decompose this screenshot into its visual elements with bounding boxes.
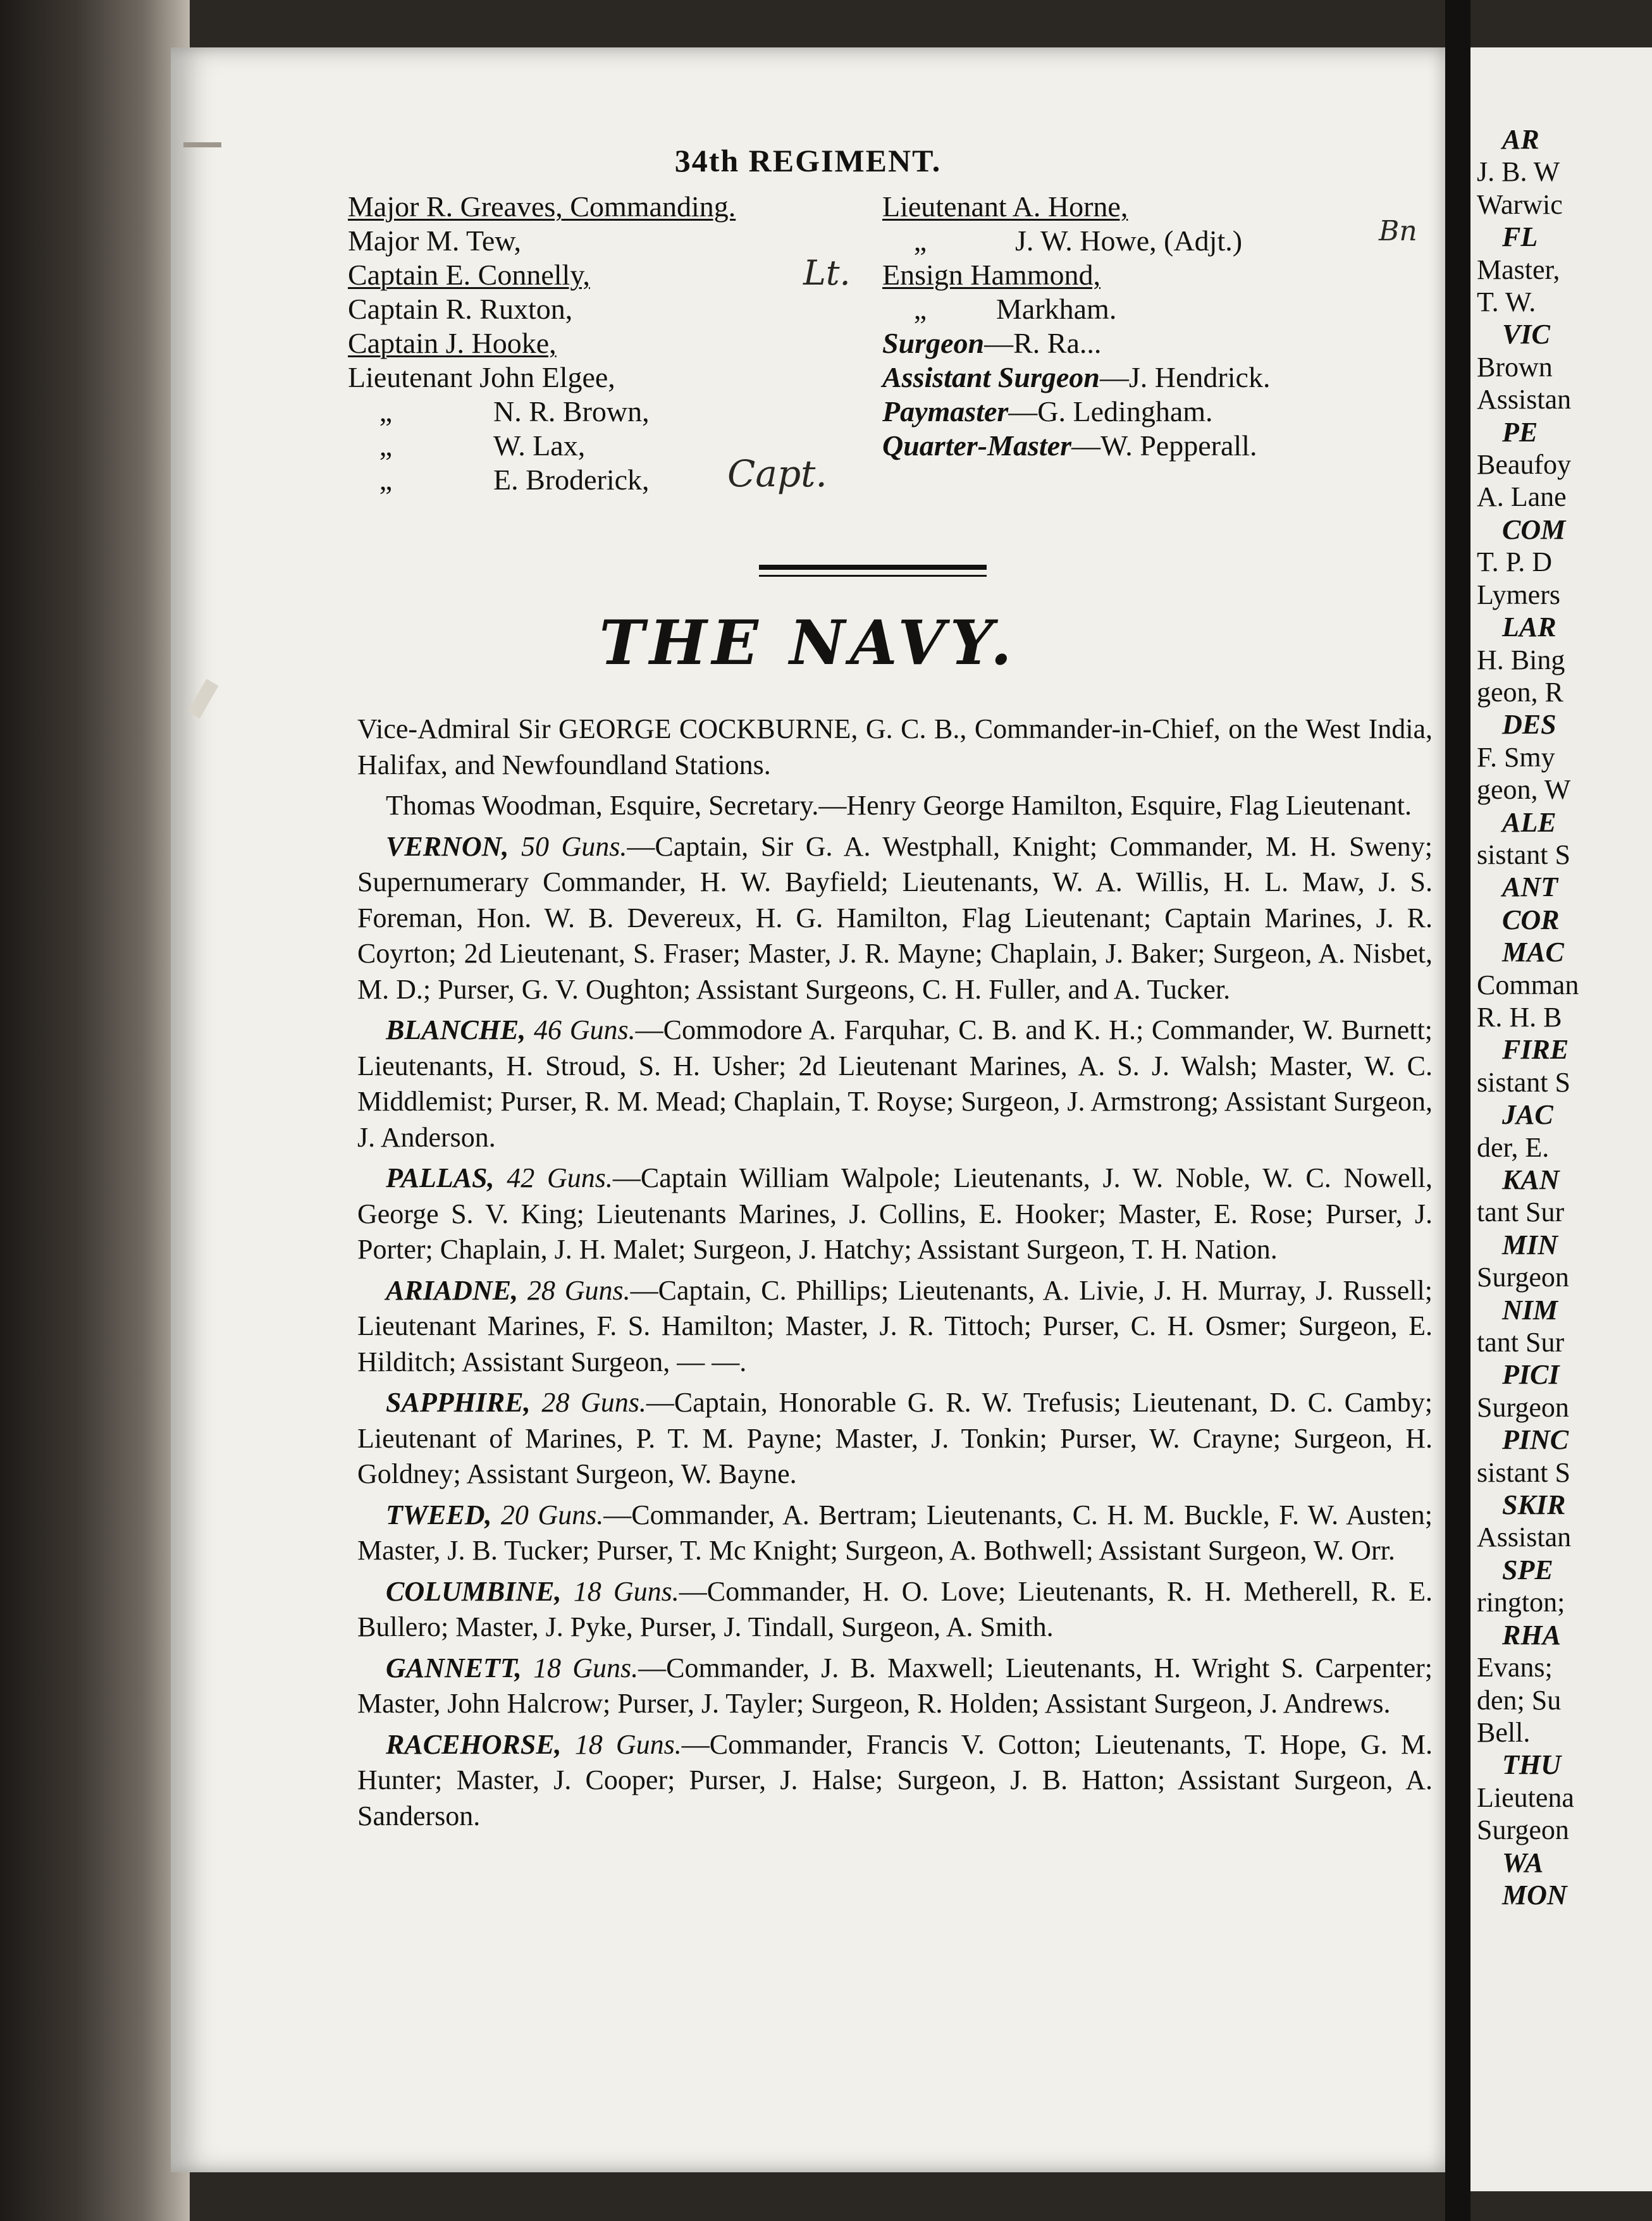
ship-guns: 18 Guns. [574,1728,682,1760]
ship-crew: —Captain, C. Phillips; Lieutenants, A. Livie, J. H. Murray, J. Russell; Lieutenant Marines, F. S. Hamilton; Master, J. R. Tittoch; Purser, C. H. Osmer; Surgeon, E. Hilditch; Assistant Surgeon, — —. [357,1274,1433,1377]
ditto-mark: „ [379,395,393,428]
handwritten-annotation: Bn [1379,215,1417,247]
ship-guns: 18 Guns. [573,1575,679,1607]
handwritten-annotation: Lt. [803,253,851,293]
facing-page-line: COM [1502,514,1566,545]
facing-page-line: F. Smy [1477,741,1555,773]
officer-line [348,429,736,463]
ship-crew: —Captain, Sir G. A. Westphall, Knight; Commander, M. H. Sweny; Supernumerary Commander, H. W. Bayfield; Lieutenants, W. A. Willis, H. L. Maw, J. S. Foreman, Hon. W. B. Devereux, H. G. Hamilton, Flag Lieutenant; Captain Marines, J. R. Coyrton; 2d Lieutenant, S. Fraser; Master, J. R. Mayne; Chaplain, J. Baker; Surgeon, A. Nisbet, M. D.; Purser, G. V. Oughton; Assistant Surgeons, C. H. Fuller, and A. Tucker. [357,830,1433,1005]
facing-page-line: MIN [1502,1229,1558,1260]
facing-page-line: VIC [1502,319,1550,350]
officer-line [348,190,736,224]
navy-title: THE NAVY. [599,607,1017,679]
ship-name: COLUMBINE, [386,1575,562,1607]
facing-page-line: sistant S [1477,1456,1570,1488]
facing-page-line: JAC [1502,1099,1553,1131]
officer-name: Ensign Hammond, [882,259,1100,291]
facing-page-line: Bell. [1477,1716,1531,1748]
officer-name: —G. Ledingham. [1008,395,1213,428]
officer-line [882,360,1270,395]
navy-list [357,711,1433,1839]
ship-entry [357,1273,1433,1381]
facing-page-line: NIM [1502,1294,1558,1326]
facing-page-line: den; Su [1477,1684,1562,1716]
page-gutter [1445,0,1470,2221]
officer-line [348,292,736,326]
ship-name: ARIADNE, [386,1274,519,1306]
officer-name: Captain R. Ruxton, [348,293,573,325]
facing-page-line: tant Sur [1477,1197,1565,1228]
facing-page-line: ANT [1502,871,1558,903]
officer-line [882,429,1270,463]
left-page [171,47,1445,2172]
facing-page-line: A. Lane [1477,481,1567,513]
ship-entry [357,829,1433,1008]
officer-line [882,258,1270,292]
facing-page-line: MAC [1502,937,1564,968]
officer-name: Markham. [996,293,1117,325]
ship-entry [357,1498,1433,1569]
facing-page-line: KAN [1502,1164,1560,1195]
ship-guns: 46 Guns. [534,1014,636,1045]
officer-name: —J. Hendrick. [1099,361,1271,393]
facing-page-line: sistant S [1477,839,1570,870]
officer-name: Major R. Greaves, Commanding. [348,190,736,223]
facing-page-line: J. B. W [1477,156,1560,188]
book-spine [0,0,190,2221]
facing-page-line: Lieutena [1477,1781,1574,1813]
officer-name: Lieutenant A. Horne, [882,190,1128,223]
ship-crew: —Captain William Walpole; Lieutenants, J. W. Noble, W. C. Nowell, George S. V. King; Lieutenants Marines, J. Collins, E. Hooker; Master, E. Rose; Purser, J. Porter; Chaplain, J. H. Malet; Surgeon, J. Hatchy; Assistant Surgeon, T. H. Nation. [357,1162,1433,1265]
officer-line [882,224,1270,258]
navy-intro: Vice-Admiral Sir GEORGE COCKBURNE, G. C. B., Commander-in-Chief, on the West India, Halifax, and Newfoundland Stations. [357,713,1433,780]
ship-entry [357,1012,1433,1155]
facing-page-line: THU [1502,1749,1561,1781]
ship-name: SAPPHIRE, [386,1387,531,1418]
officer-line [348,395,736,429]
facing-page-line: Assistan [1477,384,1572,415]
officer-name: Lieutenant John Elgee, [348,361,615,393]
officer-line [348,326,736,360]
facing-page-line: Assistan [1477,1522,1572,1553]
officer-name: E. Broderick, [493,464,650,496]
facing-page-line: Beaufoy [1477,449,1572,481]
facing-page-line: geon, W [1477,774,1571,806]
regiment-officers-right [882,190,1270,463]
facing-page-line: Master, [1477,254,1560,285]
ditto-mark: „ [379,464,393,496]
ship-name: RACEHORSE, [386,1728,562,1760]
facing-page-line: LAR [1502,612,1556,643]
officer-name: —R. Ra... [984,327,1102,359]
facing-page-line: R. H. B [1477,1001,1562,1033]
facing-page-line: FIRE [1502,1034,1569,1066]
facing-page-lines [1477,123,1579,1911]
officer-role: Paymaster [882,395,1009,428]
facing-page-line: Surgeon [1477,1391,1569,1423]
ship-guns: 50 Guns. [521,830,627,862]
facing-page-line: Brown [1477,351,1553,383]
officer-role: Surgeon [882,327,985,359]
margin-mark [187,679,218,719]
ship-guns: 18 Guns. [533,1652,639,1683]
facing-page-line: AR [1502,124,1539,155]
facing-page-line: SKIR [1502,1489,1566,1521]
facing-page-line: Evans; [1477,1652,1553,1683]
facing-page-line: rington; [1477,1587,1565,1618]
facing-page-line: Warwic [1477,188,1563,220]
facing-page-line: PINC [1502,1424,1569,1456]
officer-line [348,463,736,497]
officer-role: Quarter-Master [882,429,1072,462]
facing-page-line: sistant S [1477,1066,1570,1098]
facing-page-line: SPE [1502,1554,1553,1585]
ship-crew: —Commander, A. Bertram; Lieutenants, C. H. M. Buckle, F. W. Austen; Master, J. B. Tucker; Purser, T. Mc Knight; Surgeon, A. Bothwell; Assistant Surgeon, W. Orr. [357,1499,1433,1566]
ship-guns: 28 Guns. [541,1387,646,1418]
officer-line [348,224,736,258]
facing-page-line: tant Sur [1477,1327,1565,1358]
facing-page-line: T. W. [1477,286,1536,318]
facing-page-line: T. P. D [1477,546,1552,578]
ship-crew: —Captain, Honorable G. R. W. Trefusis; Lieutenant, D. C. Camby; Lieutenant of Marines, P. T. M. Payne; Master, J. Tonkin; Purser, W. Crayne; Surgeon, H. Goldney; Assistant Surgeon, W. Bayne. [357,1387,1433,1489]
facing-page-line: MON [1502,1879,1567,1910]
facing-page-line: Surgeon [1477,1262,1569,1293]
ship-crew: —Commodore A. Farquhar, C. B. and K. H.; Commander, W. Burnett; Lieutenants, H. Stroud, S. H. Usher; 2d Lieutenant Marines, A. S. J. Walsh; Master, W. C. Middlemist; Purser, R. M. Mead; Chaplain, T. Royse; Surgeon, J. Armstrong; Assistant Surgeon, J. Anderson. [357,1014,1433,1153]
ditto-mark: „ [379,429,393,462]
officer-name: —W. Pepperall. [1071,429,1257,462]
ship-name: PALLAS, [386,1162,495,1193]
ship-entry [357,1385,1433,1492]
facing-page-line: WA [1502,1847,1544,1878]
officer-name: Major M. Tew, [348,225,522,257]
facing-page-line: PE [1502,416,1538,448]
ship-crew: —Commander, Francis V. Cotton; Lieutenants, T. Hope, G. M. Hunter; Master, J. Cooper; Purser, J. Halse; Surgeon, J. B. Hatton; Assistant Surgeon, A. Sanderson. [357,1728,1433,1831]
ship-guns: 28 Guns. [527,1274,631,1306]
regiment-officers-left [348,190,736,497]
ship-entry [357,1160,1433,1268]
officer-line [882,326,1270,360]
officer-line [882,395,1270,429]
officer-name: N. R. Brown, [493,395,650,428]
facing-page-line: H. Bing [1477,644,1565,675]
officer-line [348,360,736,395]
officer-line [882,292,1270,326]
facing-page-line: RHA [1502,1619,1561,1651]
facing-page-line: Surgeon [1477,1814,1569,1846]
ditto-mark: „ [913,293,927,325]
section-rule [759,575,987,577]
ship-name: BLANCHE, [386,1014,526,1045]
ship-crew: —Commander, J. B. Maxwell; Lieutenants, H. Wright S. Carpenter; Master, John Halcrow; Purser, J. Tayler; Surgeon, R. Holden; Assistant Surgeon, J. Andrews. [357,1652,1433,1719]
ditto-mark: „ [913,225,927,257]
handwritten-annotation: Capt. [727,452,827,495]
facing-page-line: DES [1502,709,1556,741]
officer-line [882,190,1270,224]
facing-page-line: geon, R [1477,676,1563,708]
officer-name: Captain J. Hooke, [348,327,557,359]
ship-name: TWEED, [386,1499,492,1530]
ship-guns: 42 Guns. [507,1162,613,1193]
ship-entry [357,1574,1433,1646]
officer-role: Assistant Surgeon [882,361,1100,393]
facing-page-fragment [1470,47,1652,2191]
ship-name: GANNETT, [386,1652,522,1683]
facing-page-line: COR [1502,904,1560,935]
regiment-heading: 34th REGIMENT. [674,143,942,178]
officer-name: W. Lax, [493,429,586,462]
officer-name: J. W. Howe, (Adjt.) [1015,225,1243,257]
ship-name: VERNON, [386,830,509,862]
facing-page-line: Lymers [1477,579,1560,610]
facing-page-line: Comman [1477,969,1579,1000]
facing-page-line: PICI [1502,1359,1560,1391]
officer-name: Captain E. Connelly, [348,259,590,291]
facing-page-line: ALE [1502,806,1556,838]
navy-secretary: Thomas Woodman, Esquire, Secretary.—Henry George Hamilton, Esquire, Flag Lieutenant. [386,790,1412,821]
officer-line [348,258,736,292]
ship-guns: 20 Guns. [500,1499,604,1530]
section-rule [759,565,987,570]
facing-page-line: der, E. [1477,1131,1550,1163]
facing-page-line: FL [1502,221,1538,253]
ship-entry [357,1651,1433,1722]
ship-crew: —Commander, H. O. Love; Lieutenants, R. H. Metherell, R. E. Bullero; Master, J. Pyke, Purser, J. Tindall, Surgeon, A. Smith. [357,1575,1433,1642]
ship-entry [357,1727,1433,1835]
